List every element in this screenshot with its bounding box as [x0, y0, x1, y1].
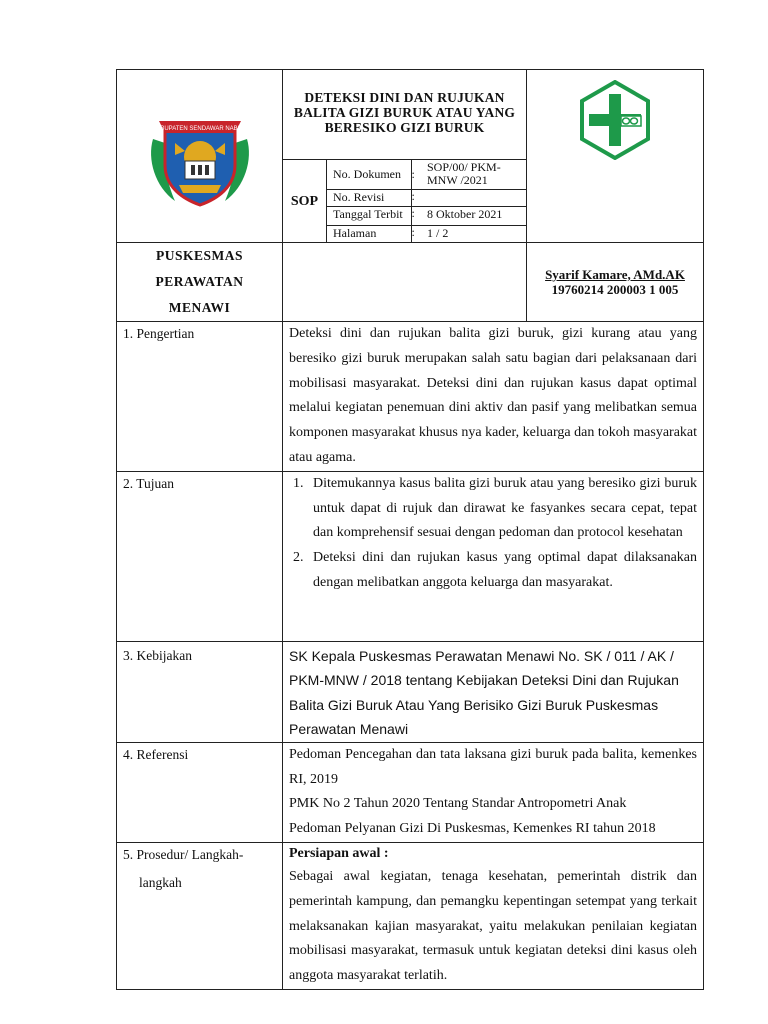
- referensi-line: Pedoman Pencegahan dan tata laksana gizi buruk pada balita, kemenkes RI, 2019: [289, 746, 698, 787]
- sop-table: [116, 69, 704, 990]
- kebijakan-text: SK Kepala Puskesmas Perawatan Menawi No. SK / 011 / AK / PKM-MNW / 2018 tentang Kebijakan Deteksi Dini dan Rujukan Balita Gizi Buruk Atau Yang Berisiko Gizi Buruk Puskesmas Perawatan Menawi: [289, 647, 679, 738]
- kebijakan-content-cell: [283, 641, 704, 742]
- pengertian-label: 1. Pengertian: [123, 326, 195, 341]
- org-name-cell: [117, 243, 283, 322]
- prosedur-label: 5. Prosedur/ Langkah-: [123, 846, 244, 862]
- sop-label: SOP: [290, 194, 319, 209]
- page-label: Halaman: [327, 225, 411, 242]
- blank-signature-cell: [283, 243, 527, 322]
- pengertian-content-cell: [283, 322, 704, 472]
- signer-name: Syarif Kamare, AMd.AK: [545, 267, 685, 282]
- referensi-label: 4. Referensi: [123, 746, 189, 762]
- doc-number-sep: :: [411, 160, 425, 189]
- prosedur-content-cell: [283, 842, 704, 989]
- tujuan-content-cell: [283, 471, 704, 641]
- issue-date-sep: :: [411, 206, 425, 225]
- puskesmas-cross-logo-icon: [575, 80, 655, 160]
- tujuan-label-cell: [117, 471, 283, 641]
- tujuan-label: 2. Tujuan: [123, 475, 175, 491]
- prosedur-heading: Persiapan awal :: [289, 845, 389, 861]
- tujuan-item: 2. Deteksi dini dan rujukan kasus yang optimal dapat dilaksanakan dengan melibatkan anggota keluarga dan masyarakat.: [307, 546, 697, 596]
- logo-cell: [117, 70, 283, 243]
- revision-sep: :: [411, 189, 425, 206]
- doc-info-cell: [327, 160, 527, 243]
- pengertian-text: Deteksi dini dan rujukan balita gizi buruk, gizi kurang atau yang beresiko gizi buruk merupakan salah satu bagian dari pelaksanaan dari mobilisasi masyarakat. Deteksi dini dan rujukan kasus dapat optimal melalui kegiatan penemuan dini aktiv dan pasif yang melibatkan semua komponen masyarakat khusus nya kader, keluarga dan tokoh masyarakat atau agama.: [289, 326, 698, 465]
- doc-number-value: SOP/00/ PKM-MNW /2021: [425, 160, 526, 189]
- referensi-content-cell: [283, 742, 704, 842]
- signer-nip: 19760214 200003 1 005: [551, 282, 679, 297]
- revision-label: No. Revisi: [327, 189, 411, 206]
- title-cell: [283, 70, 527, 160]
- page-sep: :: [411, 225, 425, 242]
- tujuan-list: [283, 472, 703, 596]
- signature-cell: [527, 243, 704, 322]
- pengertian-label-cell: [117, 322, 283, 472]
- health-logo-cell: [527, 70, 704, 243]
- doc-info-table: [327, 160, 526, 242]
- prosedur-label-cell: [117, 842, 283, 989]
- tujuan-item: 1. Ditemukannya kasus balita gizi buruk atau yang beresiko gizi buruk untuk dapat di rujuk dan dirawat ke fasyankes secara cepat, tepat dan komprehensif sesuai dengan pedoman dan protocol kesehatan: [307, 472, 697, 546]
- doc-number-label: No. Dokumen: [327, 160, 411, 189]
- referensi-label-cell: [117, 742, 283, 842]
- referensi-line: Pedoman Pelyanan Gizi Di Puskesmas, Kemenkes RI tahun 2018: [289, 821, 656, 837]
- document-title: DETEKSI DINI DAN RUJUKAN BALITA GIZI BURUK ATAU YANG BERESIKO GIZI BURUK: [293, 90, 516, 135]
- referensi-line: PMK No 2 Tahun 2020 Tentang Standar Antropometri Anak: [289, 796, 627, 812]
- page-value: 1 / 2: [425, 225, 526, 242]
- prosedur-text: Sebagai awal kegiatan, tenaga kesehatan, pemerintah distrik dan pemerintah kampung, dan pemangku kepentingan setempat yang terkait melaksanakan kajian masyarakat, yaitu melakukan penilaian kegiatan mobilisasi masyarakat, termasuk untuk kegiatan deteksi dini kasus oleh anggota masyarakat terlatih.: [289, 868, 698, 984]
- issue-date-label: Tanggal Terbit: [327, 206, 411, 225]
- revision-value: [425, 189, 526, 206]
- regency-emblem-icon: [145, 99, 255, 209]
- sop-label-cell: [283, 160, 327, 243]
- issue-date-value: 8 Oktober 2021: [425, 206, 526, 225]
- kebijakan-label: 3. Kebijakan: [123, 647, 192, 663]
- org-name: PUSKESMAS PERAWATAN MENAWI: [155, 248, 244, 315]
- kebijakan-label-cell: [117, 641, 283, 742]
- prosedur-label-cont: langkah: [139, 875, 182, 891]
- emblem-banner-text: KABUPATEN SENDAWAR NABIRE: [151, 125, 248, 132]
